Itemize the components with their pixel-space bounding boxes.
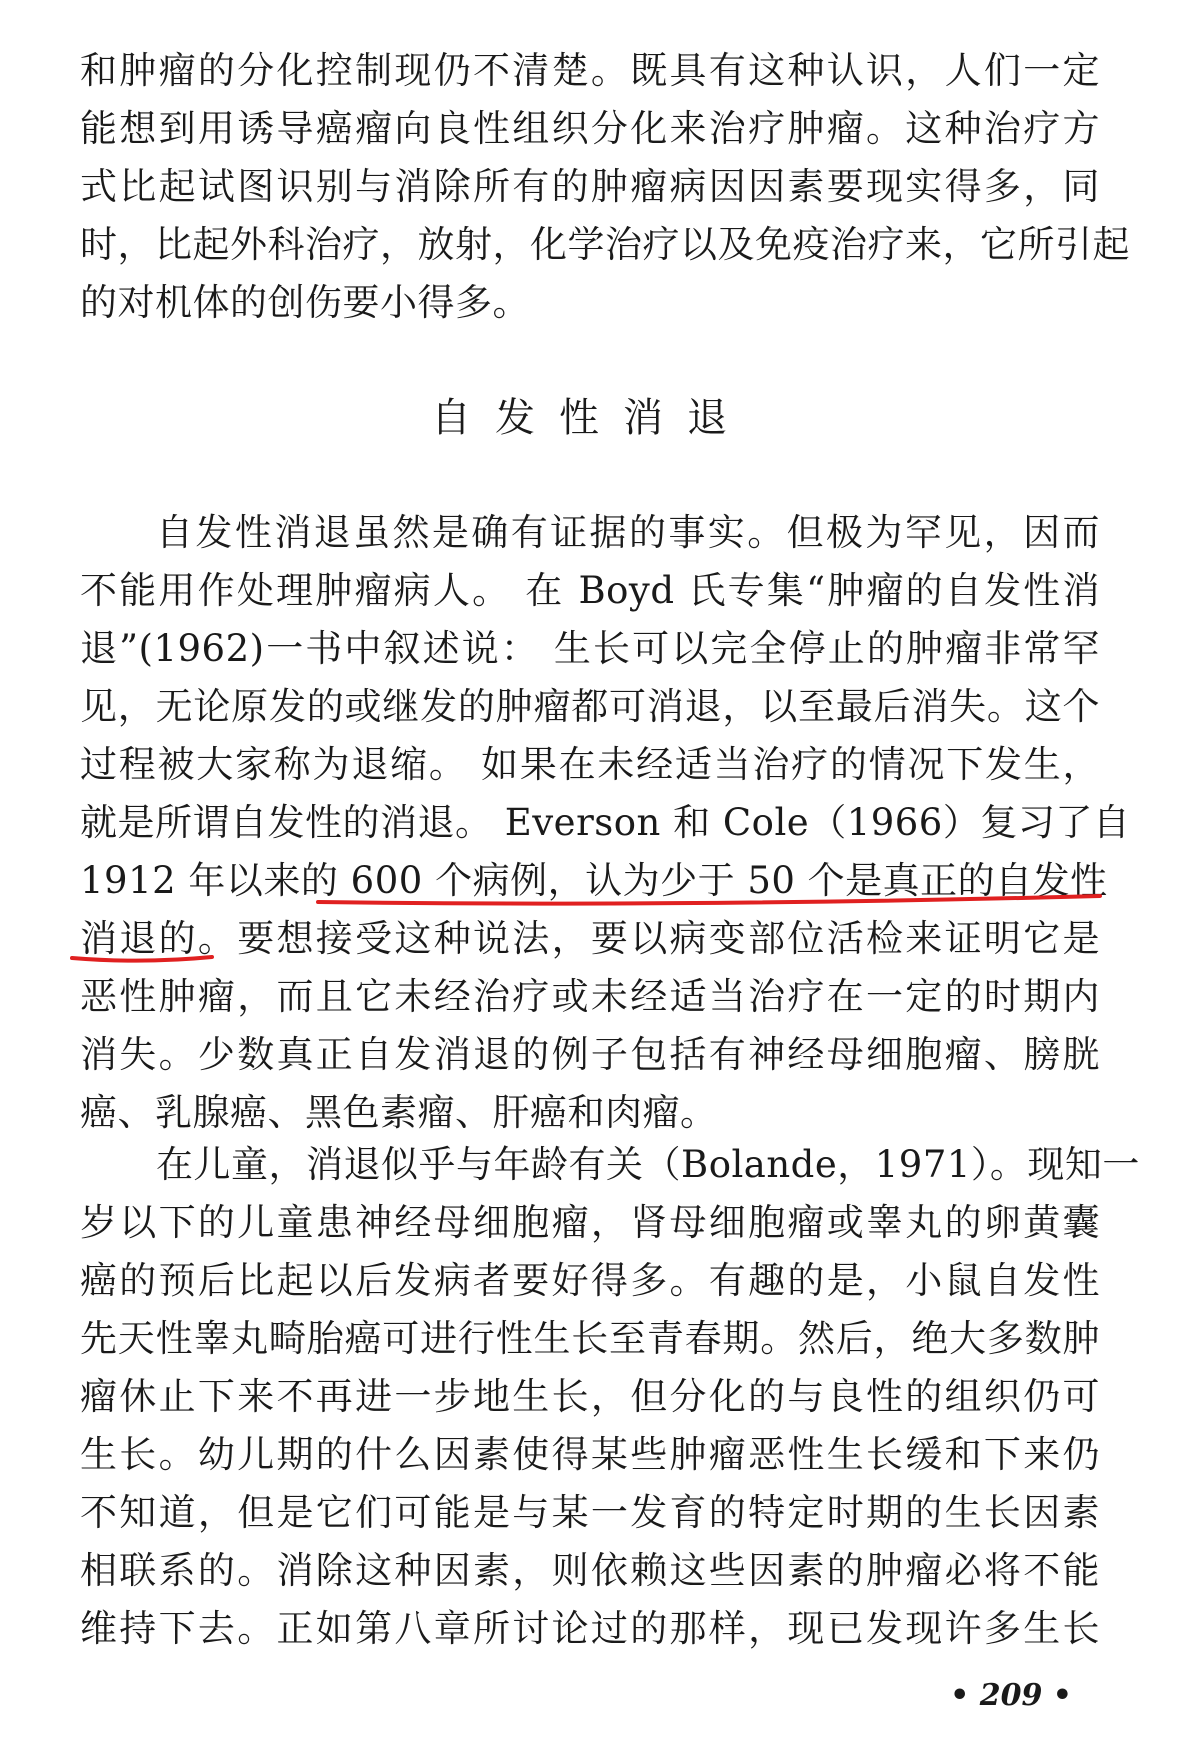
text-line: 癌的预后比起以后发病者要好得多。有趣的是，小鼠自发性 (80, 1259, 1100, 1302)
text-line: 过程被大家称为退缩。 如果在未经适当治疗的情况下发生， (80, 743, 1100, 786)
text-line: 瘤休止下来不再进一步地生长，但分化的与良性的组织仍可 (80, 1375, 1100, 1418)
text-line: 1912 年以来的 600 个病例，认为少于 50 个是真正的自发性 (80, 859, 1108, 902)
text-line: 就是所谓自发性的消退。 Everson 和 Cole（1966）复习了自 (80, 801, 1131, 844)
text-line: 能想到用诱导癌瘤向良性组织分化来治疗肿瘤。这种治疗方 (80, 107, 1100, 150)
text-line: 时，比起外科治疗，放射，化学治疗以及免疫治疗来，它所引起 (80, 223, 1130, 266)
paragraph-spontaneous-regression (80, 504, 1131, 1142)
text-line: 消退的。要想接受这种说法，要以病变部位活检来证明它是 (80, 917, 1100, 960)
section-heading: 自发性消退 (431, 395, 751, 441)
text-line: 的对机体的创伤要小得多。 (80, 281, 530, 324)
text-line: 式比起试图识别与消除所有的肿瘤病因因素要现实得多，同 (80, 165, 1100, 208)
text-line: 维持下去。正如第八章所讨论过的那样，现已发现许多生长 (80, 1607, 1100, 1650)
text-line: 在儿童，消退似乎与年龄有关（Bolande，1971）。现知一 (156, 1143, 1140, 1186)
page-number: • 209 • (950, 1678, 1072, 1713)
top-paragraph (80, 42, 1130, 332)
text-line: 恶性肿瘤，而且它未经治疗或未经适当治疗在一定的时期内 (80, 975, 1100, 1018)
text-line: 相联系的。消除这种因素，则依赖这些因素的肿瘤必将不能 (80, 1549, 1100, 1592)
text-line: 不能用作处理肿瘤病人。 在 Boyd 氏专集“肿瘤的自发性消 (80, 569, 1100, 612)
text-line: 和肿瘤的分化控制现仍不清楚。既具有这种认识，人们一定 (80, 49, 1100, 92)
text-line: 癌、乳腺癌、黑色素瘤、肝癌和肉瘤。 (80, 1091, 718, 1134)
text-line: 先天性睾丸畸胎癌可进行性生长至青春期。然后，绝大多数肿 (80, 1317, 1100, 1360)
text-line: 自发性消退虽然是确有证据的事实。但极为罕见，因而 (156, 511, 1100, 554)
paragraph-children-regression (80, 1136, 1140, 1658)
text-line: 不知道，但是它们可能是与某一发育的特定时期的生长因素 (80, 1491, 1100, 1534)
text-line: 消失。少数真正自发消退的例子包括有神经母细胞瘤、膀胱 (80, 1033, 1100, 1076)
text-line: 岁以下的儿童患神经母细胞瘤，肾母细胞瘤或睾丸的卵黄囊 (80, 1201, 1100, 1244)
text-line: 退”(1962)一书中叙述说： 生长可以完全停止的肿瘤非常罕 (80, 627, 1100, 670)
text-line: 生长。幼儿期的什么因素使得某些肿瘤恶性生长缓和下来仍 (80, 1433, 1100, 1476)
text-line: 见，无论原发的或继发的肿瘤都可消退，以至最后消失。这个 (80, 685, 1100, 728)
